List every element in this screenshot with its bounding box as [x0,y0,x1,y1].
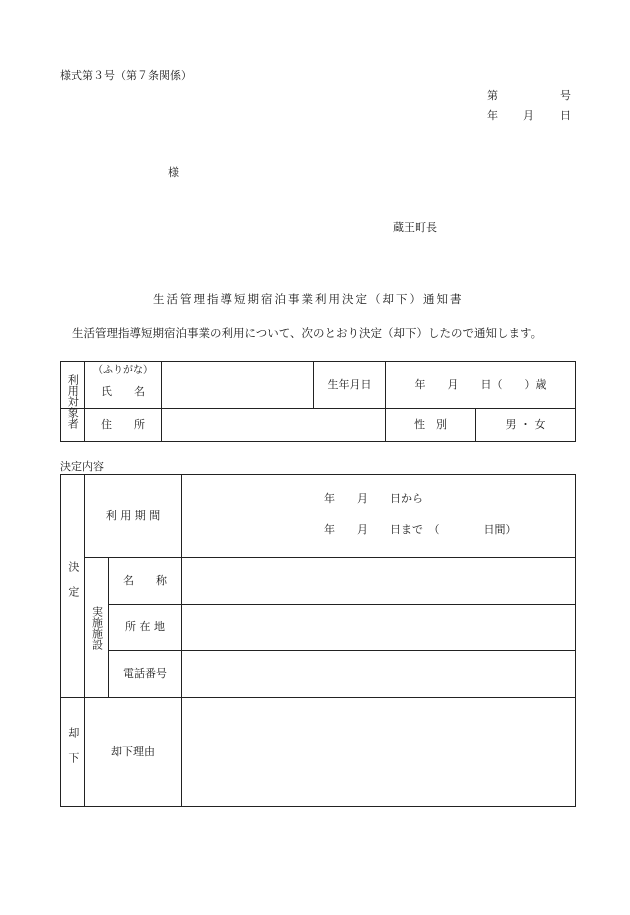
rejection-reason-value[interactable] [182,698,575,806]
name-label: 氏 名 [101,384,145,398]
facility-phone-value[interactable] [182,651,575,697]
rejection-reason-label: 却下理由 [111,744,155,758]
doc-no-suffix: 号 [560,89,571,102]
facility-name-value[interactable] [182,558,575,604]
issuer: 蔵王町長 [393,221,437,234]
rejection-label: 却下 [66,727,80,777]
doc-no-prefix: 第 [487,89,498,102]
facility-name-label: 名 称 [123,573,167,587]
form-number: 様式第３号（第７条関係） [60,69,192,82]
decision-label: 決定 [66,561,80,611]
intro-text: 生活管理指導短期宿泊事業の利用について、次のとおり決定（却下）したので通知します。 [72,326,543,340]
addressee-suffix: 様 [168,166,179,179]
sex-label: 性 別 [414,417,447,431]
applicant-section-label: 利用対象者 [66,374,80,429]
date-month-label: 月 [523,109,534,122]
period-from[interactable]: 年 月 日から [324,492,423,505]
facility-location-value[interactable] [182,605,575,650]
decision-heading: 決定内容 [60,460,104,473]
birthdate-label: 生年月日 [327,377,372,391]
sex-value[interactable]: 男 ・ 女 [505,417,546,431]
facility-label: 実施施設 [90,605,104,650]
date-day-label: 日 [560,109,571,122]
address-value[interactable] [162,409,385,441]
period-to[interactable]: 年 月 日まで （ 日間） [324,523,517,536]
address-label: 住 所 [101,417,145,431]
period-label: 利 用 期 間 [105,508,161,522]
facility-phone-label: 電話番号 [123,666,167,680]
date-year-label: 年 [487,109,498,122]
furigana-label: （ふりがな） [93,365,153,377]
facility-location-label: 所 在 地 [125,620,165,634]
name-value[interactable] [162,362,313,408]
birthdate-value[interactable]: 年 月 日（ ）歳 [414,377,547,391]
document-title: 生活管理指導短期宿泊事業利用決定（却下）通知書 [153,292,464,306]
